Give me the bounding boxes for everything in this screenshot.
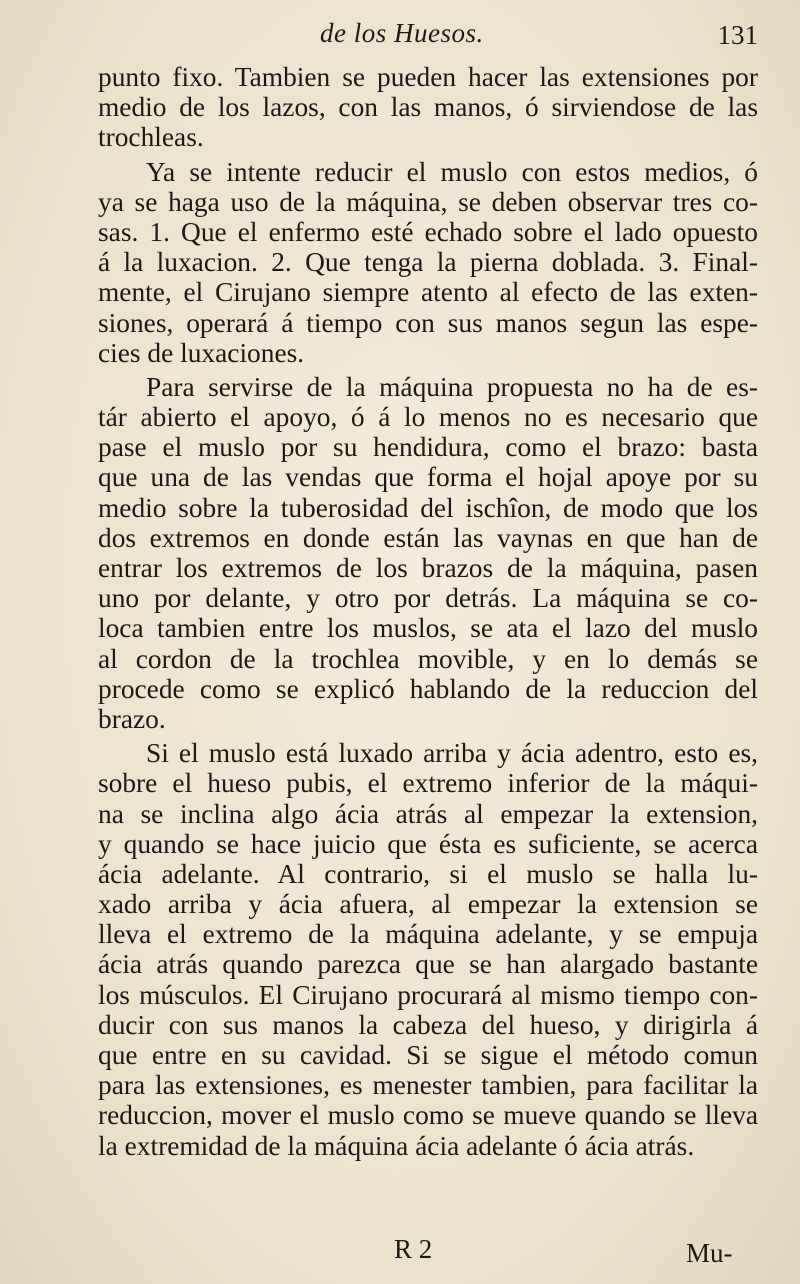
text-line: mente, el Cirujano siempre atento al efecto de las exten-: [98, 277, 758, 308]
text-line: procede como se explicó hablando de la reduccion del: [98, 673, 758, 704]
text-line: pase el muslo por su hendidura, como el brazo: basta: [98, 432, 758, 463]
signature-mark: R 2: [394, 1234, 433, 1264]
text-line: siones, operará á tiempo con sus manos segun las espe-: [98, 307, 758, 338]
text-line: trochleas.: [98, 122, 204, 153]
paragraph: [98, 62, 758, 153]
text-line: al cordon de la trochlea movible, y en lo demás se: [98, 643, 758, 674]
text-line: entrar los extremos de los brazos de la máquina, pasen: [98, 553, 758, 583]
running-title: de los Huesos.: [320, 18, 484, 48]
text-line: loca tambien entre los muslos, se ata el lazo del muslo: [98, 613, 758, 644]
text-line: la extremidad de la máquina ácia adelante ó ácia atrás.: [98, 1130, 695, 1161]
text-line: lleva el extremo de la máquina adelante, y se empuja: [98, 919, 758, 950]
text-line: Para servirse de la máquina propuesta no ha de es-: [146, 371, 758, 402]
text-line: ducir con sus manos la cabeza del hueso, y dirigirla á: [98, 1009, 758, 1040]
text-line: punto fixo. Tambien se pueden hacer las extensiones por: [98, 62, 758, 92]
text-line: xado arriba y ácia afuera, al empezar la extension se: [98, 889, 758, 920]
text-line: Si el muslo está luxado arriba y ácia adentro, esto es,: [146, 738, 758, 769]
text-line: na se inclina algo ácia atrás al empezar la extension,: [98, 798, 758, 829]
text-line: dos extremos en donde están las vaynas en que han de: [98, 522, 758, 553]
text-line: cies de luxaciones.: [98, 337, 305, 368]
text-line: brazo.: [98, 703, 166, 734]
text-line: ácia adelante. Al contrario, si el muslo se halla lu-: [98, 858, 758, 889]
text-line: sas. 1. Que el enfermo esté echado sobre el lado opuesto: [98, 216, 758, 247]
text-line: uno por delante, y otro por detrás. La máquina se co-: [98, 583, 758, 614]
catchword: Mu-: [686, 1238, 733, 1268]
text-line: tár abierto el apoyo, ó á lo menos no es necesario que: [98, 402, 758, 433]
text-line: que una de las vendas que forma el hojal apoye por su: [98, 462, 758, 493]
text-line: medio sobre la tuberosidad del ischîon, de modo que los: [98, 492, 758, 523]
body-text: [98, 62, 758, 1161]
page-footer: [0, 1234, 800, 1274]
text-line: que entre en su cavidad. Si se sigue el método comun: [98, 1040, 758, 1070]
text-line: sobre el hueso pubis, el extremo inferior de la máqui-: [98, 768, 758, 799]
paragraph: [98, 157, 758, 368]
page-header: [0, 14, 800, 62]
paragraph: [98, 738, 758, 1161]
text-line: Ya se intente reducir el muslo con estos medios, ó: [146, 156, 758, 187]
text-line: medio de los lazos, con las manos, ó sirviendose de las: [98, 92, 758, 123]
paragraph: [98, 372, 758, 734]
page-number: 131: [717, 20, 758, 50]
text-line: ácia atrás quando parezca que se han alargado bastante: [98, 949, 758, 980]
text-line: para las extensiones, es menester tambien, para facilitar la: [98, 1070, 758, 1101]
text-line: reduccion, mover el muslo como se mueve quando se lleva: [98, 1100, 758, 1131]
text-line: los músculos. El Cirujano procurará al mismo tiempo con-: [98, 979, 758, 1010]
text-line: á la luxacion. 2. Que tenga la pierna doblada. 3. Final-: [98, 247, 758, 278]
text-line: y quando se hace juicio que ésta es suficiente, se acerca: [98, 828, 758, 859]
text-line: ya se haga uso de la máquina, se deben observar tres co-: [98, 186, 758, 217]
